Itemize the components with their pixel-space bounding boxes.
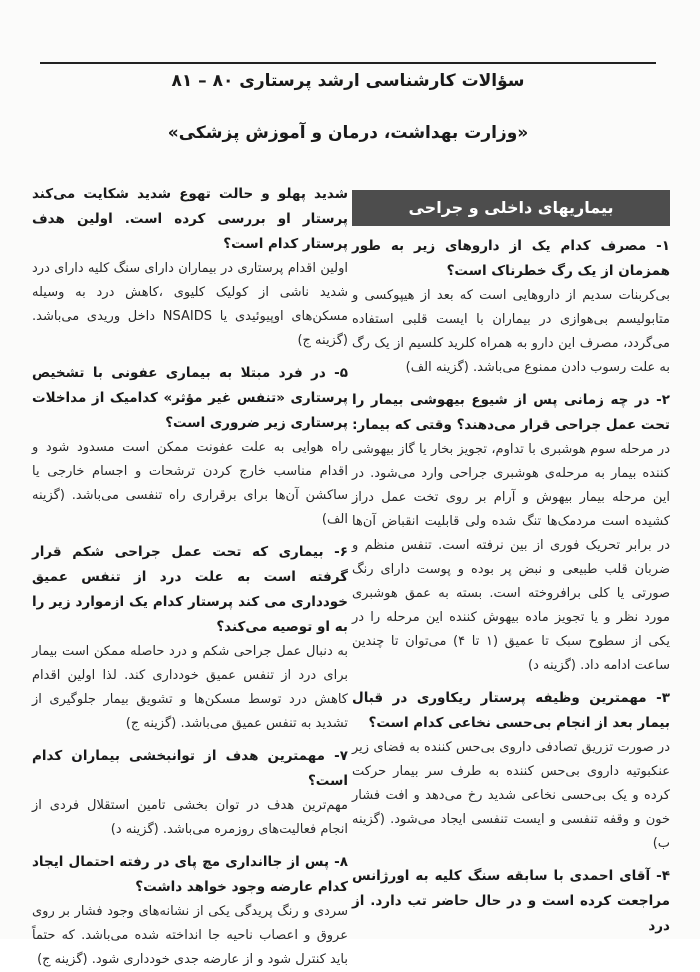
answer-3: در صورت تزریق تصادفی داروی بی‌حس کننده به فضای زیر عنکبوتیه داروی بی‌حس کننده به طرف سر بیمار حرکت کرده و یک بی‌حسی نخاعی شدید رخ می‌دهد و افت فشار خون و وقفه تنفسی و ایست تنفسی ایجاد می‌شود. (گزینه ب)	[352, 740, 670, 851]
right-column	[352, 172, 670, 939]
question-3: ۳- مهمترین وظیفه پرستار ریکاوری در قبال بیمار بعد از انجام بی‌حسی نخاعی کدام است؟	[352, 690, 670, 731]
question-4-continued: شدید پهلو و حالت تهوع شدید شکایت می‌کند پرستار او بررسی کرده است. اولین هدف پرستار کدام است؟	[32, 186, 348, 252]
question-2: ۲- در چه زمانی پس از شیوع بیهوشی بیمار را تحت عمل جراحی قرار می‌دهند؟ وقتی که بیمار:	[352, 392, 670, 433]
answer-7: مهم‌ترین هدف در توان بخشی تامین استقلال فردی از انجام فعالیت‌های روزمره می‌باشد. (گزینه د)	[32, 798, 348, 837]
answer-1: بی‌کربنات سدیم از داروهایی است که بعد از هیپوکسی و متابولیسم بی‌هوازی در بیماران با ایست قلبی استفاده می‌گردد، مصرف این دارو به همراه کلرید کلسیم از یک رگ به علت رسوب دادن ممنوع می‌باشد. (گزینه الف)	[352, 288, 670, 375]
question-1: ۱- مصرف کدام یک از داروهای زیر به طور همزمان از یک رگ خطرناک است؟	[352, 238, 670, 279]
left-column	[32, 182, 348, 967]
question-4: ۴- آقای احمدی با سابقه سنگ کلیه به اورژانس مراجعت کرده است و در حال حاضر تب دارد. از درد	[352, 868, 670, 934]
answer-6: به دنبال عمل جراحی شکم و درد حاصله ممکن است بیمار برای درد از تنفس عمیق خودداری کند. لذا اولین اقدام کاهش درد توسط مسکن‌ها و تشویق بیمار جلوگیری از تشدید به تنفس عمیق می‌باشد. (گزینه ج)	[32, 644, 348, 731]
answer-8: سردی و رنگ پریدگی یکی از نشانه‌های وجود فشار بر روی عروق و اعصاب ناحیه جا انداخته شده می‌باشد. که حتماً باید کنترل شود و از عارضه جدی خودداری شود. (گزینه ج)	[32, 904, 348, 967]
section-heading: بیماریهای داخلی و جراحی	[352, 190, 670, 226]
answer-2: در مرحله سوم هوشبری با تداوم، تجویز بخار یا گاز بیهوشی کننده بیمار به مرحله‌ی هوشبری جراحی وارد می‌شود. در این مرحله بیمار بیهوش و آرام بر روی تخت عمل دراز کشیده است مردمک‌ها تنگ شده ولی قابلیت انقباض آن‌ها در برابر تحریک فوری از بین نرفته است. تنفس منظم و ضربان قلب طبیعی و نبض پر بوده و پوست دارای رنگ صورتی یا کلی برافروخته است. بسته به عمق هوشبری مورد نظر و یا تجویز ماده بیهوش کننده این مرحله را در یکی از سطوح سبک تا عمیق (۱ تا ۴) می‌توان تا چندین ساعت ادامه داد. (گزینه د)	[352, 442, 671, 673]
page-title: سؤالات کارشناسی ارشد پرستاری ۸۰ – ۸۱	[171, 71, 525, 91]
answer-4: اولین اقدام پرستاری در بیماران دارای سنگ کلیه دارای درد شدید ناشی از کولیک کلیوی ،کاهش درد به وسیله مسکن‌های اوپیوئیدی یا NSAIDS داخل وریدی می‌باشد. (گزینه ج)	[32, 261, 348, 348]
question-7: ۷- مهمترین هدف از توانبخشی بیماران کدام است؟	[32, 748, 348, 789]
page-subtitle: «وزارت بهداشت، درمان و آموزش پزشکی»	[167, 123, 529, 143]
question-6: ۶- بیماری که تحت عمل جراحی شکم قرار گرفته است به علت درد از تنفس عمیق خودداری می کند پرستار کدام یک ازموارد زیر را به او توصیه می‌کند؟	[32, 544, 348, 635]
question-5: ۵- در فرد مبتلا به بیماری عفونی با تشخیص پرستاری «تنفس غیر مؤثر» کدامیک از مداخلات پرستاری زیر ضروری است؟	[32, 365, 348, 431]
question-8: ۸- پس از جاانداری مچ پای در رفته احتمال ایجاد کدام عارضه وجود خواهد داشت؟	[32, 854, 348, 895]
header-rule	[40, 62, 656, 64]
answer-5: راه هوایی به علت عفونت ممکن است مسدود شود و اقدام مناسب خارج کردن ترشحات و اجسام خارجی یا ساکشن آن‌ها برای برقراری راه تنفسی می‌باشد. (گزینه الف)	[32, 440, 348, 527]
